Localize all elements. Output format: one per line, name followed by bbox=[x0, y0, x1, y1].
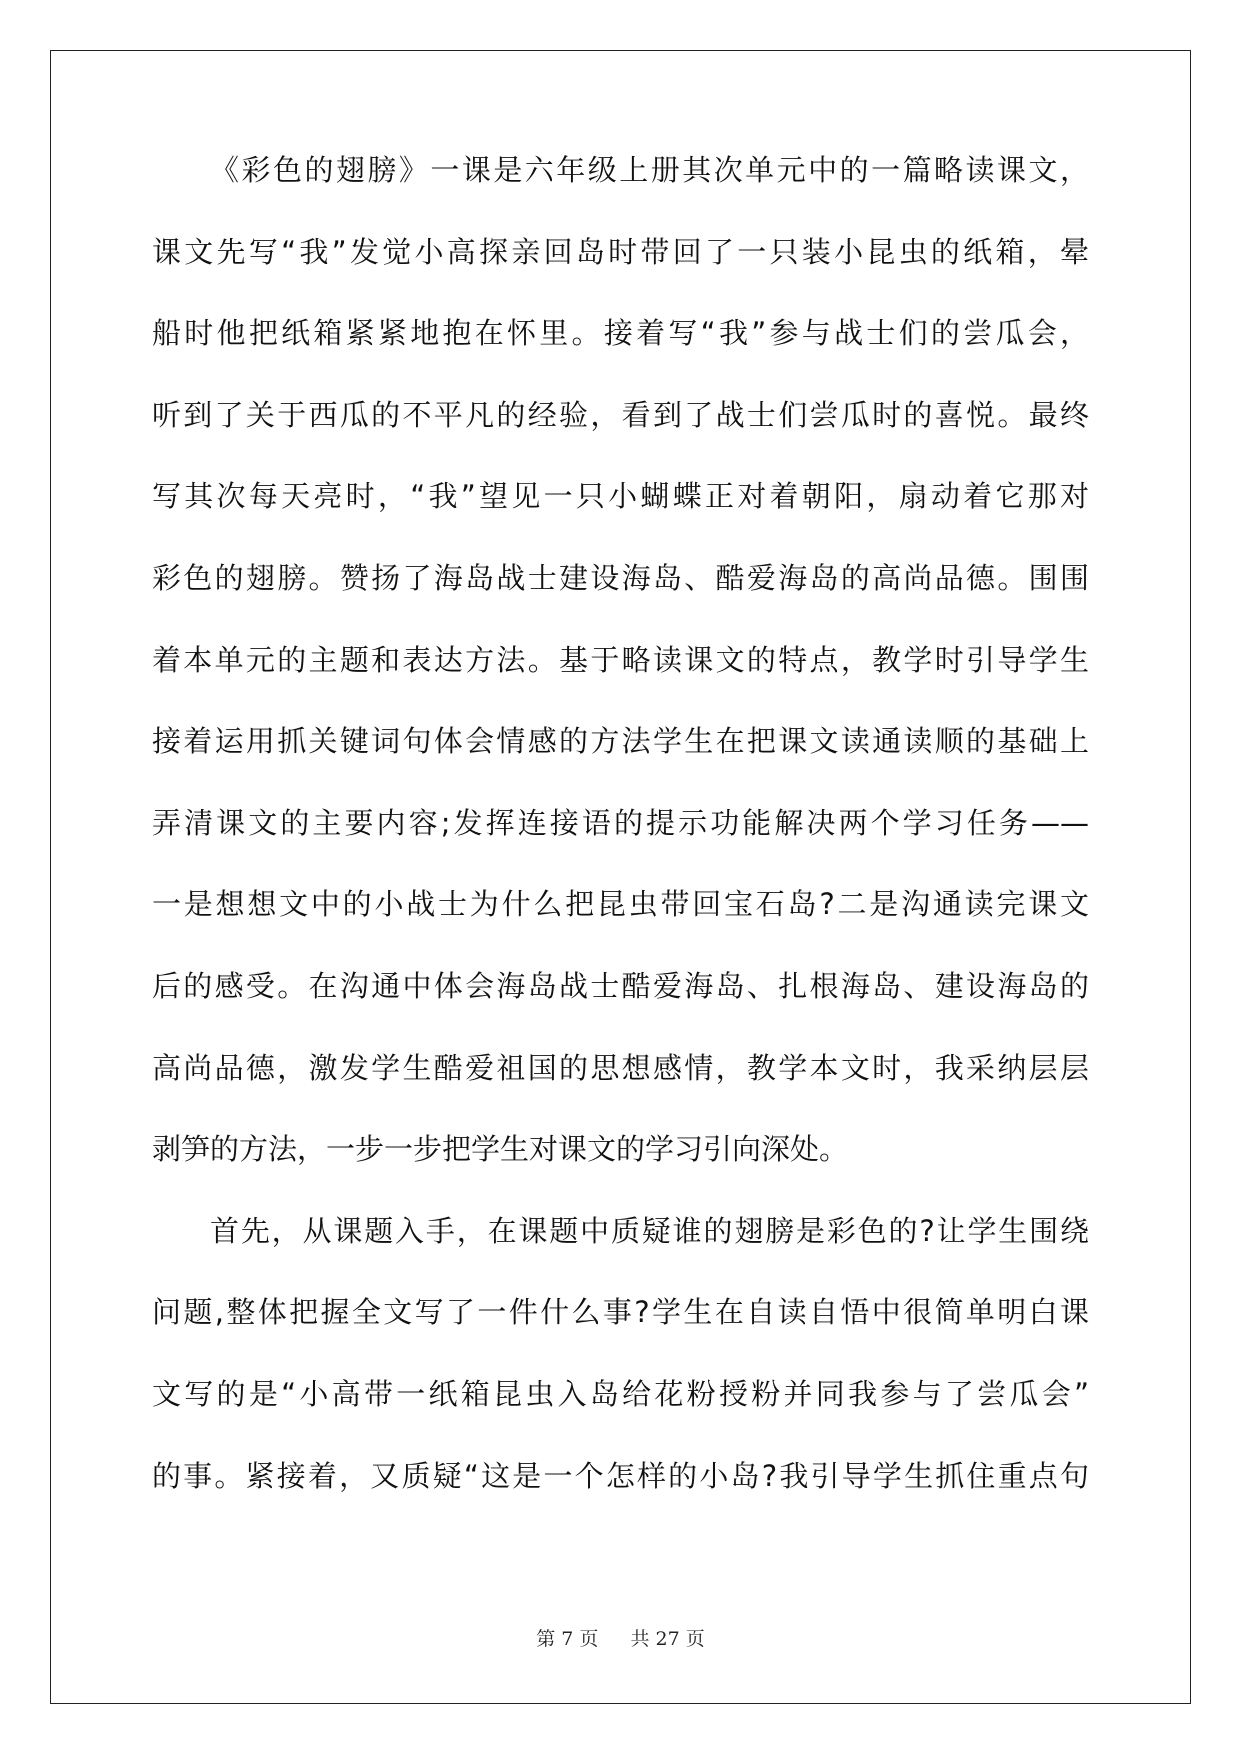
text-line: 船时他把纸箱紧紧地抱在怀里。接着写“我”参与战士们的尝瓜会， bbox=[152, 316, 1089, 351]
page-total: 共 27 页 bbox=[630, 1628, 705, 1650]
text-line: 课文先写“我”发觉小高探亲回岛时带回了一只装小昆虫的纸箱，晕 bbox=[152, 234, 1089, 269]
paragraph-2 bbox=[152, 1211, 1089, 1537]
text-line: 后的感受。在沟通中体会海岛战士酷爱海岛、扎根海岛、建设海岛的 bbox=[152, 968, 1089, 1003]
text-line: 着本单元的主题和表达方法。基于略读课文的特点，教学时引导学生 bbox=[152, 642, 1089, 677]
document-body bbox=[152, 150, 1089, 1537]
text-line: 高尚品德，激发学生酷爱祖国的思想感情，教学本文时，我采纳层层 bbox=[152, 1050, 1089, 1085]
page-footer bbox=[0, 1624, 1241, 1651]
text-line: 文写的是“小高带一纸箱昆虫入岛给花粉授粉并同我参与了尝瓜会” bbox=[152, 1376, 1089, 1411]
text-line: 写其次每天亮时，“我”望见一只小蝴蝶正对着朝阳，扇动着它那对 bbox=[152, 479, 1089, 514]
text-line: 剥笋的方法，一步一步把学生对课文的学习引向深处。 bbox=[152, 1132, 849, 1167]
text-line: 《彩色的翅膀》一课是六年级上册其次单元中的一篇略读课文， bbox=[210, 153, 1089, 187]
paragraph-1 bbox=[152, 150, 1089, 1211]
text-line: 首先，从课题入手，在课题中质疑谁的翅膀是彩色的?让学生围绕 bbox=[210, 1213, 1089, 1248]
text-line: 的事。紧接着，又质疑“这是一个怎样的小岛?我引导学生抓住重点句 bbox=[152, 1458, 1089, 1493]
page-number: 第 7 页 bbox=[536, 1628, 599, 1650]
text-line: 接着运用抓关键词句体会情感的方法学生在把课文读通读顺的基础上 bbox=[152, 724, 1089, 759]
text-line: 听到了关于西瓜的不平凡的经验，看到了战士们尝瓜时的喜悦。最终 bbox=[152, 397, 1089, 432]
text-line: 一是想想文中的小战士为什么把昆虫带回宝石岛?二是沟通读完课文 bbox=[152, 887, 1089, 922]
text-line: 问题,整体把握全文写了一件什么事?学生在自读自悟中很简单明白课 bbox=[152, 1295, 1089, 1330]
text-line: 弄清课文的主要内容;发挥连接语的提示功能解决两个学习任务—— bbox=[152, 805, 1089, 840]
text-line: 彩色的翅膀。赞扬了海岛战士建设海岛、酷爱海岛的高尚品德。围围 bbox=[152, 560, 1089, 595]
